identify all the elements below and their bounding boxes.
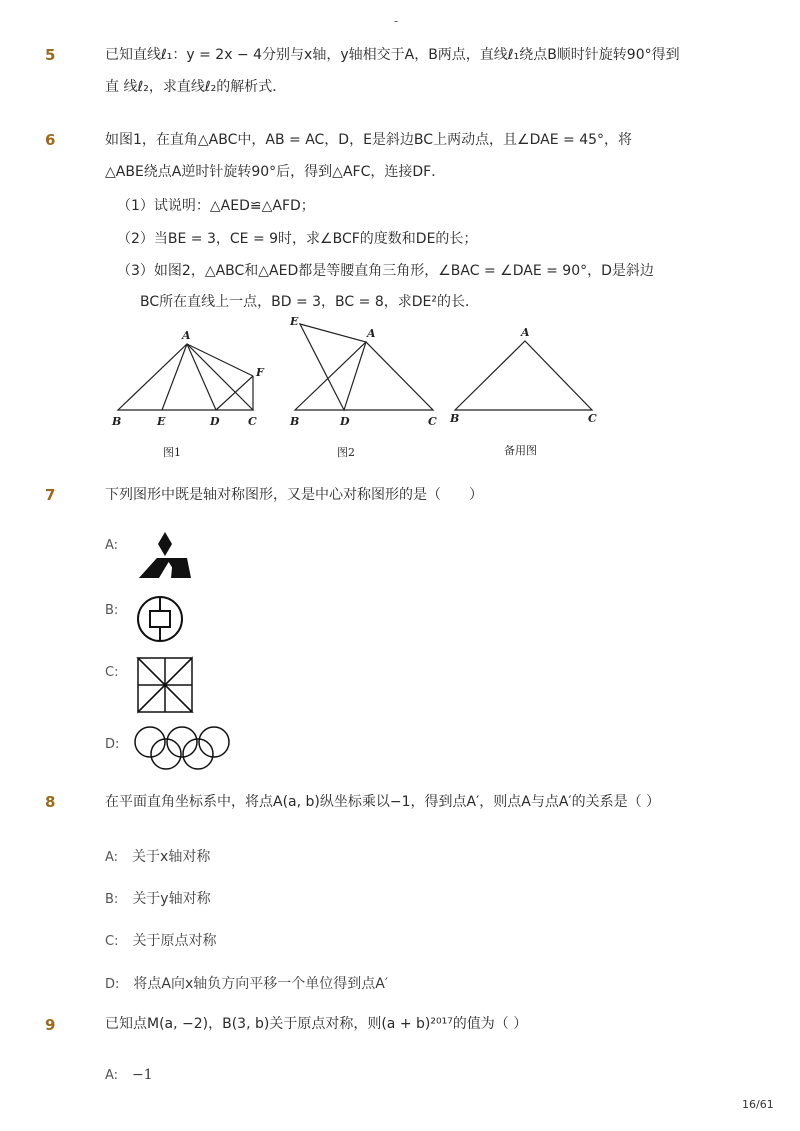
question-7-option-b[interactable]: [105, 603, 118, 618]
fig1-line-af: [187, 344, 253, 376]
option-label: A:: [105, 1068, 119, 1083]
fig3-label-a: A: [521, 326, 530, 339]
question-6-part-2: （2）当BE = 3，CE = 9时，求∠BCF的度数和DE的长；: [117, 231, 478, 247]
fig3-label-c: C: [588, 412, 597, 425]
question-7-option-c[interactable]: [105, 665, 118, 680]
question-7-option-d[interactable]: [105, 737, 119, 752]
question-7-question: 下列图形中既是轴对称图形，又是中心对称图形的是（ ）: [105, 487, 483, 503]
fig1-label-c: C: [248, 415, 257, 428]
question-6-figures: [100, 310, 620, 465]
option-label: A:: [105, 850, 119, 865]
option-label: D:: [105, 737, 120, 752]
question-9-number: 9: [45, 1016, 56, 1034]
fig1-line-ad: [187, 344, 216, 410]
question-6-part-3-cont: BC所在直线上一点，BD = 3，BC = 8，求DE²的长．: [140, 294, 479, 310]
option-label: A:: [105, 538, 119, 553]
question-5-line-2: 直 线ℓ₂，求直线ℓ₂的解析式．: [105, 79, 287, 95]
fig2-label-e: E: [290, 315, 299, 328]
option-text: 关于原点对称: [132, 933, 217, 949]
question-7-number: 7: [45, 486, 56, 504]
question-6-line-2: △ABE绕点A逆时针旋转90°后，得到△AFC，连接DF．: [105, 164, 446, 180]
fig3-triangle-abc: [455, 341, 592, 410]
coin-square-hole-icon: [134, 595, 186, 645]
question-8-option-b[interactable]: [105, 888, 211, 908]
question-8-option-a[interactable]: [105, 846, 210, 866]
question-5-line-1: 已知直线ℓ₁：y = 2x − 4分别与x轴，y轴相交于A，B两点，直线ℓ₁绕点B顺时针旋转90°得到: [105, 47, 680, 63]
mitsubishi-diamonds-icon: [137, 530, 193, 582]
question-6-part-3: （3）如图2，△ABC和△AED都是等腰直角三角形，∠BAC = ∠DAE = 90°，D是斜边: [117, 263, 654, 279]
option-label: B:: [105, 892, 119, 907]
question-9-question: 已知点M(a, −2)，B(3, b)关于原点对称，则(a + b)²⁰¹⁷的值为（ ）: [105, 1016, 528, 1032]
fig2-label-c: C: [428, 415, 437, 428]
fig3-caption: 备用图: [504, 444, 537, 457]
option-text: 关于y轴对称: [132, 891, 211, 907]
question-6-line-1: 如图1，在直角△ABC中，AB = AC，D，E是斜边BC上两动点，且∠DAE = 45°，将: [105, 132, 633, 148]
top-mark: -: [394, 14, 399, 28]
question-7-option-a[interactable]: [105, 538, 118, 553]
fig1-label-e: E: [157, 415, 166, 428]
option-label: C:: [105, 934, 119, 949]
question-8-question: 在平面直角坐标系中，将点A(a, b)纵坐标乘以−1，得到点A′，则点A与点A′的关系是（ ）: [105, 794, 661, 810]
fig2-label-d: D: [340, 415, 350, 428]
fig2-label-a: A: [367, 327, 376, 340]
question-5-number: 5: [45, 46, 56, 64]
fig1-label-f: F: [256, 366, 264, 379]
fig2-triangle-abc: [295, 342, 433, 410]
fig1-caption: 图1: [163, 446, 181, 459]
fig1-label-a: A: [182, 329, 191, 342]
question-8-option-d[interactable]: [105, 973, 388, 993]
question-8-option-c[interactable]: [105, 930, 216, 950]
question-9-option-a[interactable]: [105, 1067, 153, 1083]
fig1-triangle-abc: [118, 344, 253, 410]
fig1-label-b: B: [112, 415, 122, 428]
fig2-triangle-aed: [300, 324, 366, 410]
option-text: 将点A向x轴负方向平移一个单位得到点A′: [133, 976, 389, 992]
fig2-caption: 图2: [337, 446, 355, 459]
option-text: −1: [132, 1067, 153, 1083]
question-8-number: 8: [45, 793, 56, 811]
option-text: 关于x轴对称: [132, 849, 211, 865]
option-label: D:: [105, 977, 120, 992]
page-number: 16/61: [742, 1098, 774, 1111]
fig1-label-d: D: [210, 415, 220, 428]
option-label: B:: [105, 603, 119, 618]
pinwheel-icon: [136, 656, 194, 714]
fig3-label-b: B: [450, 412, 460, 425]
olympic-rings-icon: [133, 722, 237, 774]
question-6-part-1: （1）试说明：△AED≌△AFD；: [117, 198, 315, 214]
fig2-label-b: B: [290, 415, 300, 428]
option-label: C:: [105, 665, 119, 680]
fig1-line-ae: [162, 344, 187, 410]
question-6-number: 6: [45, 131, 56, 149]
